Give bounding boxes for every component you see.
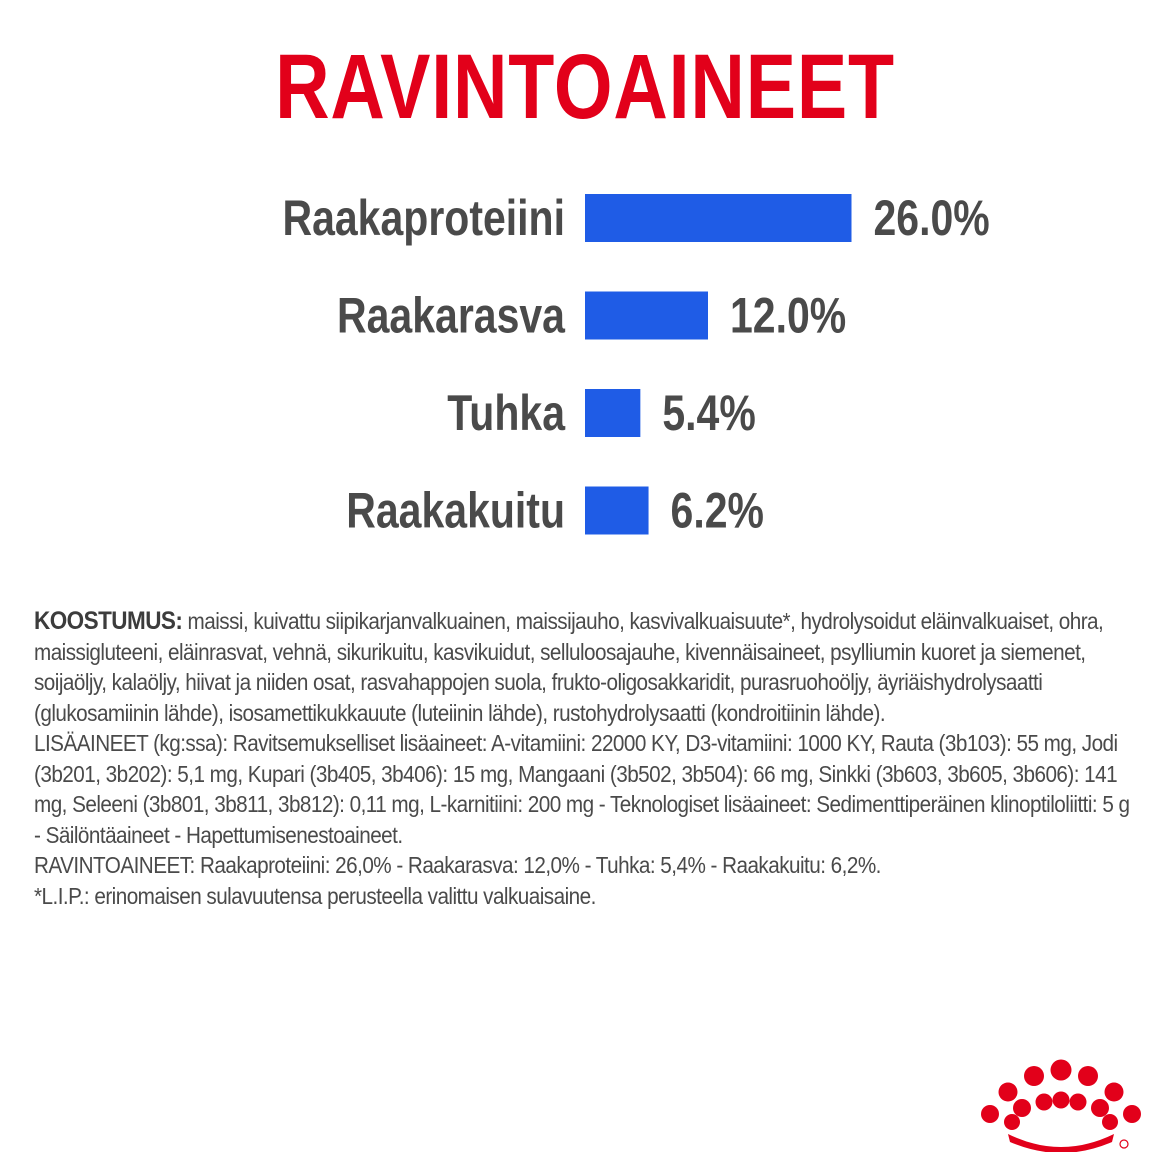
category-label: Raakarasva <box>337 287 565 344</box>
composition-lead: KOOSTUMUS: <box>34 607 183 635</box>
bar <box>585 194 852 242</box>
bar <box>585 389 640 437</box>
bar <box>585 292 708 340</box>
royal-canin-crown-icon <box>978 1058 1144 1152</box>
page-title: RAVINTOAINEET <box>275 36 895 138</box>
category-label: Raakakuitu <box>346 482 565 539</box>
value-label: 6.2% <box>670 482 765 539</box>
nutrient-bar-chart <box>0 170 1170 570</box>
composition-text <box>34 606 1130 911</box>
ingredients-text: maissi, kuivattu siipikarjanvalkuainen, maissijauho, kasvivalkuaisuute*, hydrolysoidut eläinvalkuaiset, ohra, maissigluteeni, eläinrasvat, vehnä, sikurikuitu, kasvikuidut, selluloosajauhe, kivennäisaineet, psylliumin kuoret ja siemenet, soijaöljy, kalaöljy, hiivat ja niiden osat, rasvahappojen suola, frukto-oligosakkaridit, purasruohoöljy, äyriäishydrolysaatti (glukosamiinin lähde), isosamettikukkauute (luteiinin lähde), rustohydrolysaatti (kondroitiinin lähde). <box>34 608 1104 726</box>
ingredients-paragraph <box>34 606 1141 728</box>
category-label: Raakaproteiini <box>282 190 565 246</box>
nutrients-paragraph: RAVINTOAINEET: Raakaproteiini: 26,0% - Raakarasva: 12,0% - Tuhka: 5,4% - Raakakuitu: 6,2%. <box>34 852 881 878</box>
category-label: Tuhka <box>447 385 565 441</box>
bar <box>585 487 649 535</box>
additives-paragraph: LISÄAINEET (kg:ssa): Ravitsemukselliset lisäaineet: A-vitamiini: 22000 KY, D3-vitamiini: 1000 KY, Rauta (3b103): 55 mg, Jodi (3b201, 3b202): 5,1 mg, Kupari (3b405, 3b406): 15 mg, Mangaani (3b502, 3b504): 66 mg, Sinkki (3b603, 3b605, 3b606): 141 mg, Seleeni (3b801, 3b811, 3b812): 0,11 mg, L-karnitiini: 200 mg - Teknologiset lisäaineet: Sedimenttiperäinen klinoptiloliitti: 5 g - Säilöntäaineet - Hapettumisenestoaineet. <box>34 730 1130 848</box>
value-label: 12.0% <box>730 287 847 344</box>
value-label: 5.4% <box>662 385 756 441</box>
value-label: 26.0% <box>873 190 990 246</box>
footnote-paragraph: *L.I.P.: erinomaisen sulavuutensa perusteella valittu valkuaisaine. <box>34 882 596 909</box>
